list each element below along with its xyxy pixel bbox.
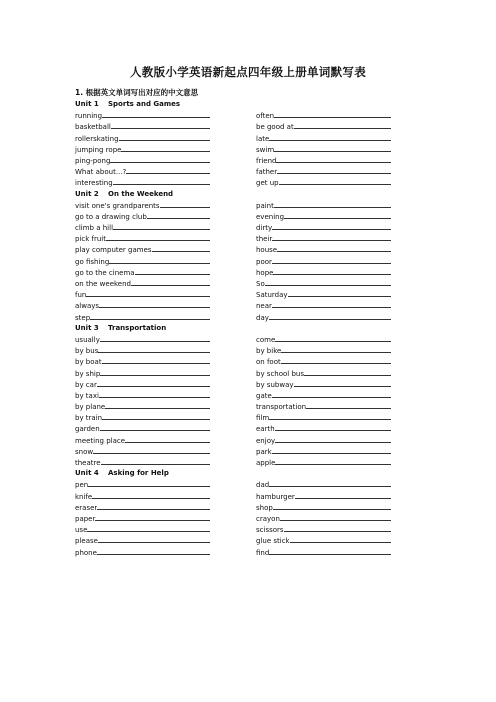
english-word: What about...?	[75, 168, 127, 177]
answer-blank[interactable]	[275, 423, 391, 431]
english-word: crayon	[256, 514, 280, 523]
english-word: go fishing	[75, 257, 110, 266]
unit-number: Unit 4	[75, 469, 99, 478]
word-row	[75, 446, 435, 457]
answer-blank[interactable]	[275, 334, 391, 342]
word-row	[75, 222, 435, 233]
word-row	[75, 110, 435, 121]
answer-blank[interactable]	[90, 312, 210, 320]
answer-blank[interactable]	[274, 110, 391, 118]
answer-blank[interactable]	[280, 513, 391, 521]
answer-blank[interactable]	[275, 457, 391, 465]
answer-blank[interactable]	[125, 435, 210, 443]
answer-blank[interactable]	[102, 356, 210, 364]
word-row	[75, 121, 435, 132]
answer-blank[interactable]	[98, 535, 210, 543]
word-row	[75, 166, 435, 177]
english-word: near	[256, 302, 272, 311]
word-row	[75, 513, 435, 524]
answer-blank[interactable]	[102, 110, 210, 118]
answer-blank[interactable]	[277, 166, 391, 174]
english-word: their	[256, 235, 273, 244]
english-word: knife	[75, 492, 93, 501]
english-word: by plane	[75, 403, 106, 412]
english-word: visit one's grandparents	[75, 201, 160, 210]
english-word: go to the cinema	[75, 268, 135, 277]
english-word: interesting	[75, 179, 113, 188]
english-word: earth	[256, 425, 275, 434]
english-word: pen	[75, 481, 89, 490]
answer-blank[interactable]	[290, 535, 391, 543]
word-row	[75, 133, 435, 144]
word-row	[75, 300, 435, 311]
english-word: by boat	[75, 358, 102, 367]
english-word: often	[256, 112, 275, 121]
english-word: please	[75, 537, 98, 546]
unit-name: Sports and Games	[108, 100, 181, 108]
english-word: day	[256, 313, 269, 322]
answer-blank[interactable]	[113, 177, 210, 185]
answer-blank[interactable]	[281, 345, 391, 353]
english-word: basketball	[75, 123, 111, 132]
answer-blank[interactable]	[275, 435, 391, 443]
answer-blank[interactable]	[97, 379, 210, 387]
answer-blank[interactable]	[100, 334, 210, 342]
word-row	[75, 177, 435, 188]
word-row	[75, 278, 435, 289]
english-word: running	[75, 112, 103, 121]
answer-blank[interactable]	[95, 513, 210, 521]
word-row	[75, 524, 435, 535]
answer-blank[interactable]	[273, 267, 391, 275]
answer-blank[interactable]	[272, 446, 391, 454]
answer-blank[interactable]	[294, 121, 391, 129]
word-row	[75, 479, 435, 490]
english-word: film	[256, 414, 270, 423]
word-row	[75, 244, 435, 255]
english-word: hope	[256, 268, 274, 277]
vocabulary-list	[75, 99, 435, 558]
word-row	[75, 155, 435, 166]
english-word: find	[256, 548, 270, 557]
answer-blank[interactable]	[274, 200, 391, 208]
english-word: scissors	[256, 526, 284, 535]
answer-blank[interactable]	[272, 390, 391, 398]
answer-blank[interactable]	[281, 356, 391, 364]
answer-blank[interactable]	[160, 200, 210, 208]
english-word: Saturday	[256, 291, 288, 300]
answer-blank[interactable]	[269, 412, 391, 420]
answer-blank[interactable]	[86, 289, 210, 297]
answer-blank[interactable]	[306, 401, 391, 409]
unit-heading	[75, 189, 435, 200]
answer-blank[interactable]	[147, 211, 210, 219]
answer-blank[interactable]	[100, 368, 210, 376]
word-row	[75, 502, 435, 513]
answer-blank[interactable]	[111, 121, 210, 129]
word-row	[75, 312, 435, 323]
english-word: friend	[256, 156, 277, 165]
english-word: house	[256, 246, 278, 255]
english-word: park	[256, 447, 272, 456]
answer-blank[interactable]	[277, 244, 391, 252]
english-word: enjoy	[256, 436, 276, 445]
answer-blank[interactable]	[274, 144, 391, 152]
english-word: transportation	[256, 403, 307, 412]
english-word: apple	[256, 459, 276, 467]
answer-blank[interactable]	[294, 379, 392, 387]
answer-blank[interactable]	[269, 312, 391, 320]
english-word: father	[256, 168, 278, 177]
english-word: usually	[75, 335, 100, 344]
english-word: always	[75, 302, 100, 311]
answer-blank[interactable]	[93, 446, 210, 454]
answer-blank[interactable]	[113, 222, 210, 230]
answer-blank[interactable]	[119, 133, 210, 141]
english-word: evening	[256, 212, 285, 221]
english-word: jumping rope	[75, 145, 122, 154]
word-row	[75, 457, 435, 468]
unit-name: Transportation	[108, 323, 167, 332]
answer-blank[interactable]	[105, 401, 210, 409]
answer-blank[interactable]	[284, 524, 391, 532]
unit-heading	[75, 323, 435, 334]
word-row	[75, 401, 435, 412]
word-row	[75, 390, 435, 401]
answer-blank[interactable]	[269, 133, 391, 141]
answer-blank[interactable]	[279, 177, 391, 185]
english-word: eraser	[75, 503, 98, 512]
word-row	[75, 423, 435, 434]
english-word: snow	[75, 447, 94, 456]
answer-blank[interactable]	[98, 345, 210, 353]
english-word: by bike	[256, 347, 282, 356]
english-word: by subway	[256, 380, 294, 389]
unit-heading	[75, 99, 435, 110]
english-word: be good at	[256, 123, 294, 132]
english-word: by ship	[75, 369, 101, 378]
answer-blank[interactable]	[88, 479, 210, 487]
english-word: by train	[75, 414, 103, 423]
answer-blank[interactable]	[272, 233, 391, 241]
answer-blank[interactable]	[288, 289, 391, 297]
unit-name: Asking for Help	[108, 469, 169, 478]
answer-blank[interactable]	[269, 479, 391, 487]
english-word: shop	[256, 503, 273, 512]
english-word: come	[256, 335, 276, 344]
english-word: climb a hill	[75, 224, 114, 233]
answer-blank[interactable]	[106, 233, 210, 241]
answer-blank[interactable]	[110, 155, 210, 163]
word-entry-right	[256, 547, 391, 559]
unit-number: Unit 2	[75, 189, 99, 198]
english-word: rollerskating	[75, 134, 119, 143]
english-word: dad	[256, 481, 270, 490]
english-word: glue stick	[256, 537, 290, 546]
word-row	[75, 144, 435, 155]
unit-heading	[75, 468, 435, 479]
english-word: on the weekend	[75, 280, 131, 288]
answer-blank[interactable]	[99, 300, 210, 308]
word-row	[75, 412, 435, 423]
answer-blank[interactable]	[97, 502, 210, 510]
english-word: fun	[75, 291, 87, 300]
word-row	[75, 379, 435, 390]
word-row	[75, 256, 435, 267]
answer-blank[interactable]	[272, 300, 391, 308]
word-row	[75, 356, 435, 367]
answer-blank[interactable]	[152, 244, 210, 252]
english-word: use	[75, 526, 88, 535]
answer-blank[interactable]	[126, 166, 210, 174]
word-row	[75, 334, 435, 345]
answer-blank[interactable]	[109, 256, 210, 264]
english-word: pick fruit	[75, 235, 106, 244]
word-row	[75, 435, 435, 446]
unit-name: On the Weekend	[108, 189, 174, 198]
english-word: meeting place	[75, 436, 126, 445]
answer-blank[interactable]	[284, 211, 391, 219]
answer-blank[interactable]	[102, 412, 210, 420]
page-title: 人教版小学英语新起点四年级上册单词默写表	[130, 65, 366, 79]
english-word: swim	[256, 145, 275, 154]
answer-blank[interactable]	[131, 278, 210, 286]
english-word: by taxi	[75, 391, 99, 400]
word-entry-left	[75, 547, 210, 559]
answer-blank[interactable]	[304, 368, 391, 376]
english-word: by bus	[75, 347, 99, 356]
english-word: step	[75, 313, 91, 322]
answer-blank[interactable]	[97, 547, 210, 555]
english-word: paper	[75, 514, 96, 523]
answer-blank[interactable]	[276, 155, 391, 163]
answer-blank[interactable]	[99, 390, 210, 398]
answer-blank[interactable]	[135, 267, 210, 275]
answer-blank[interactable]	[101, 457, 210, 465]
answer-blank[interactable]	[269, 547, 391, 555]
answer-blank[interactable]	[92, 491, 210, 499]
english-word: dirty	[256, 224, 273, 233]
answer-blank[interactable]	[273, 502, 391, 510]
word-row	[75, 368, 435, 379]
answer-blank[interactable]	[87, 524, 210, 532]
answer-blank[interactable]	[272, 256, 391, 264]
english-word: poor	[256, 257, 272, 266]
answer-blank[interactable]	[121, 144, 210, 152]
answer-blank[interactable]	[265, 278, 391, 286]
section-instruction: 1. 根据英文单词写出对应的中文意思	[75, 88, 199, 97]
english-word: So	[256, 280, 265, 288]
english-word: get up	[256, 179, 279, 188]
english-word: by school bus	[256, 369, 305, 378]
word-row	[75, 200, 435, 211]
word-row	[75, 491, 435, 502]
word-row	[75, 211, 435, 222]
answer-blank[interactable]	[272, 222, 391, 230]
word-row	[75, 345, 435, 356]
answer-blank[interactable]	[100, 423, 210, 431]
english-word: hamburger	[256, 492, 295, 501]
english-word: by car	[75, 380, 97, 389]
english-word: paint	[256, 201, 274, 210]
answer-blank[interactable]	[295, 491, 391, 499]
english-word: play computer games	[75, 246, 152, 255]
english-word: gate	[256, 391, 272, 400]
english-word: phone	[75, 548, 97, 557]
english-word: theatre	[75, 459, 101, 467]
unit-number: Unit 1	[75, 100, 99, 108]
word-row	[75, 535, 435, 546]
english-word: go to a drawing club	[75, 212, 147, 221]
word-row	[75, 547, 435, 558]
english-word: ping-pong	[75, 156, 111, 165]
unit-number: Unit 3	[75, 323, 99, 332]
english-word: garden	[75, 425, 100, 434]
word-row	[75, 267, 435, 278]
english-word: on foot	[256, 358, 281, 367]
english-word: late	[256, 134, 270, 143]
word-row	[75, 233, 435, 244]
word-row	[75, 289, 435, 300]
